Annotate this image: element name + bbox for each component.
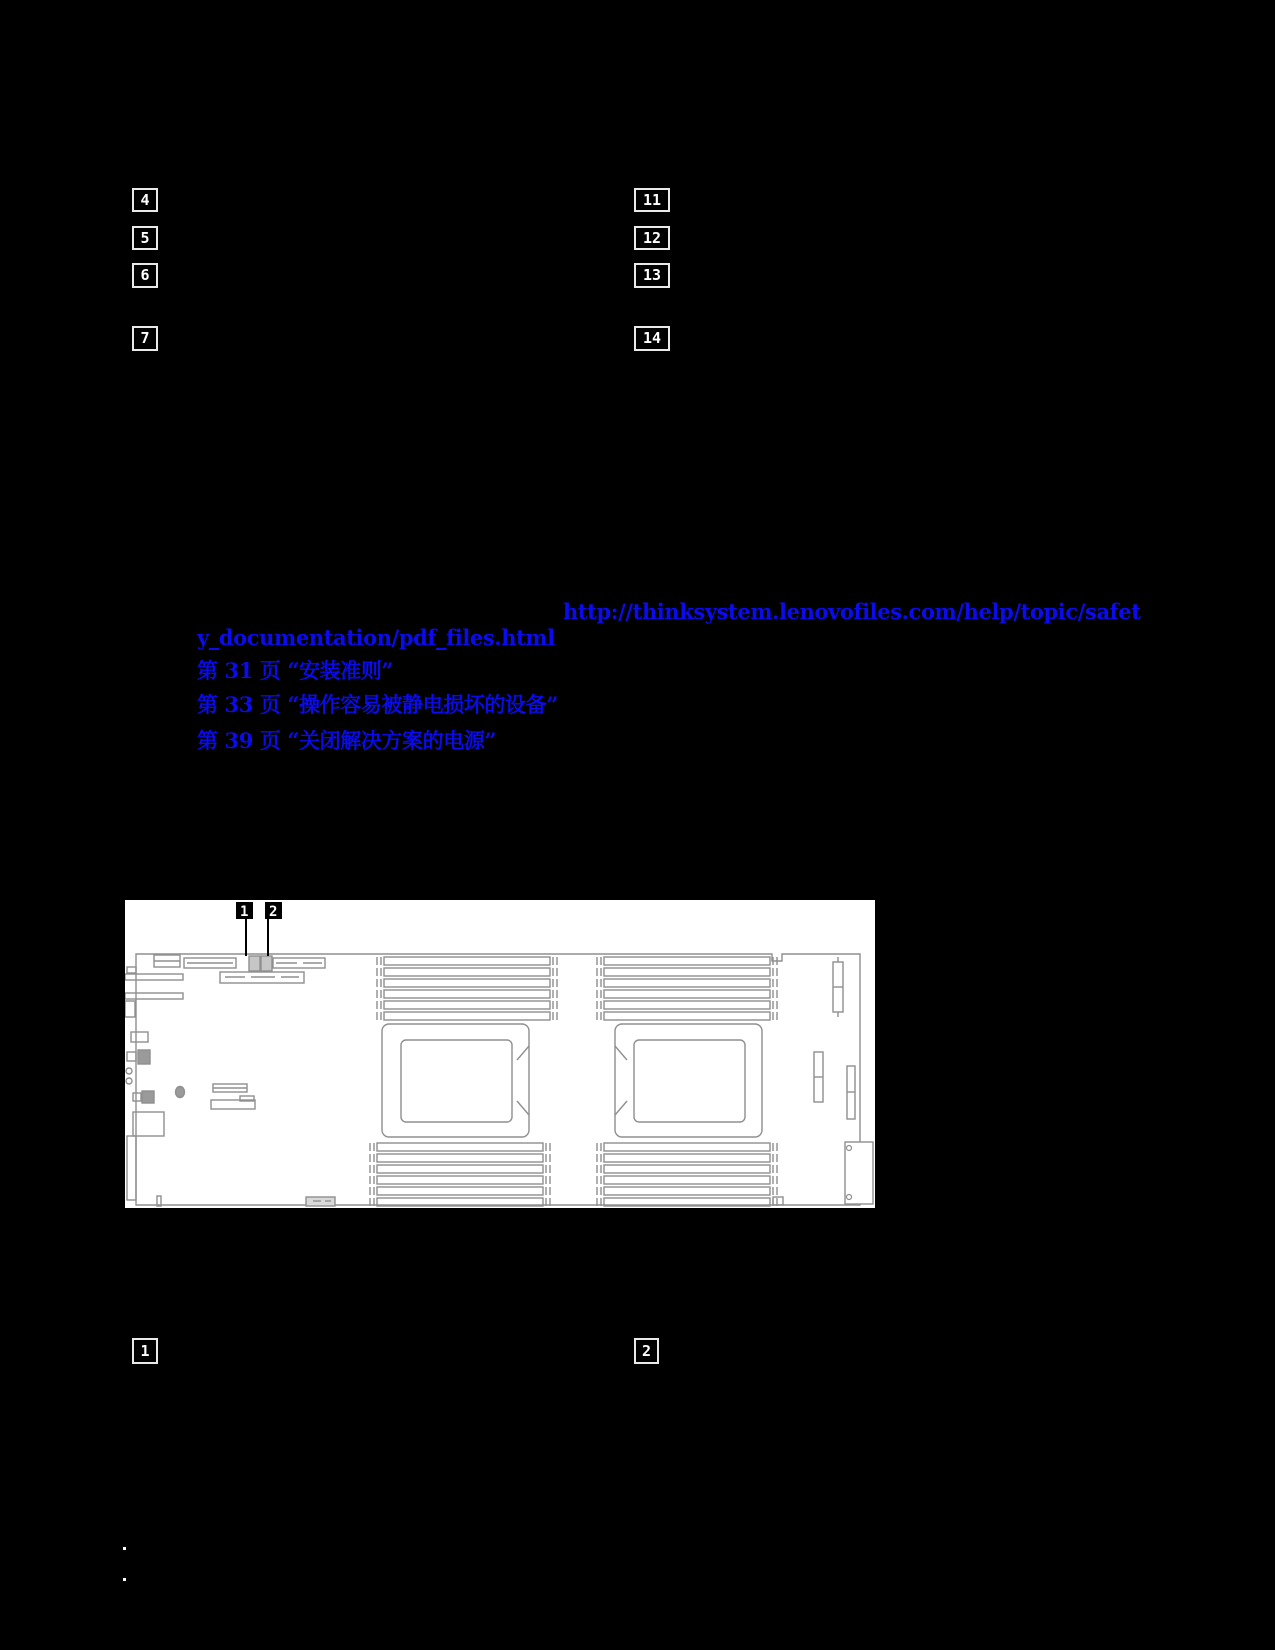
figure-callout-2-label: 2	[269, 904, 278, 920]
link-esd-devices[interactable]: 第 33 页 “操作容易被静电损坏的设备”	[197, 692, 558, 717]
callout-box-14: 14	[634, 326, 670, 351]
callout-box-13: 13	[634, 263, 670, 288]
callout-box-4: 4	[132, 188, 158, 212]
callout-box-11: 11	[634, 188, 670, 212]
callout-box-12: 12	[634, 226, 670, 250]
callout-box-6: 6	[132, 263, 158, 288]
callout-box-5: 5	[132, 226, 158, 250]
footer-dot-1	[123, 1547, 126, 1550]
safety-doc-url-line2[interactable]: y_documentation/pdf_files.html	[197, 625, 555, 650]
bottom-right-module	[845, 1142, 873, 1204]
highlighted-connector-1	[249, 956, 260, 971]
footer-dot-2	[123, 1578, 126, 1581]
link-power-off-solution[interactable]: 第 39 页 “关闭解决方案的电源”	[197, 728, 497, 753]
motherboard-diagram-svg	[125, 900, 875, 1208]
motherboard-diagram	[125, 900, 875, 1208]
callout-box-2: 2	[634, 1338, 659, 1364]
callout-box-7: 7	[132, 326, 158, 351]
link-install-guidelines[interactable]: 第 31 页 “安装准则”	[197, 658, 394, 683]
highlighted-connector-2	[261, 956, 272, 971]
figure-callout-1-label: 1	[240, 904, 249, 920]
callout-box-1: 1	[132, 1338, 158, 1364]
safety-doc-url-line1[interactable]: http://thinksystem.lenovofiles.com/help/topic/safet	[563, 599, 1141, 624]
